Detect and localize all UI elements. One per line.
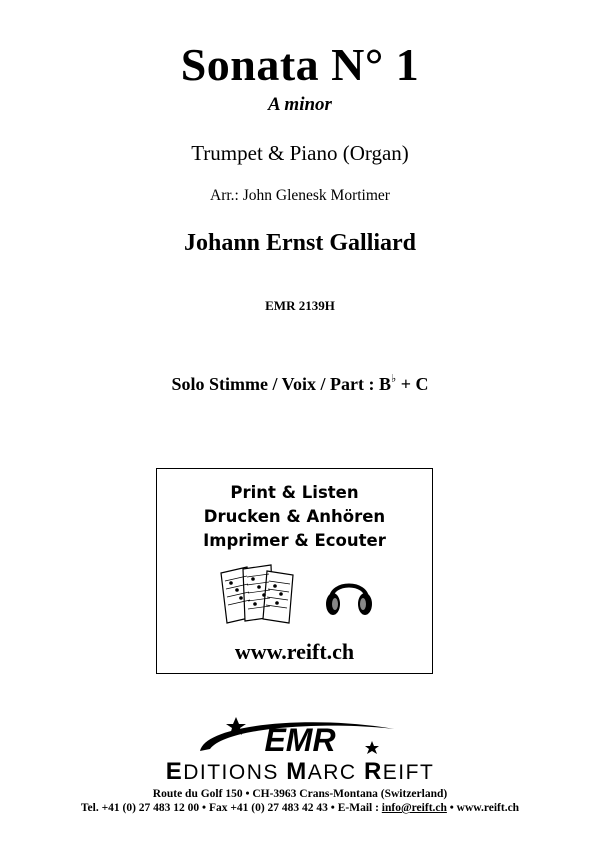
score-key: A minor: [268, 94, 332, 115]
arranger: Arr.: John Glenesk Mortimer: [210, 187, 390, 204]
promo-line-drucken: Drucken & Anhören: [203, 507, 386, 526]
sheet-music-icon: [217, 563, 299, 625]
promo-website-link[interactable]: www.reift.ch: [234, 639, 355, 664]
email-link[interactable]: info@reift.ch: [381, 802, 447, 814]
print-listen-box: [156, 468, 433, 674]
publisher-contact: Tel. +41 (0) 27 483 12 00 • Fax +41 (0) 27 483 42 43 • E-Mail : info@reift.ch • www.reift.ch: [80, 802, 520, 814]
part-label: [0, 372, 600, 395]
part-suffix: + C: [396, 374, 429, 394]
emr-logo-text: EMR: [264, 722, 336, 758]
part-text: Solo Stimme / Voix / Part : B: [171, 374, 392, 394]
promo-line-print: Print & Listen: [230, 483, 359, 502]
composer: Johann Ernst Galliard: [183, 230, 417, 256]
promo-line-imprimer: Imprimer & Ecouter: [203, 531, 386, 550]
emr-logo: [196, 713, 404, 761]
flat-symbol: ♭: [391, 373, 397, 385]
publisher-address: Route du Golf 150 • CH-3963 Crans-Montana (Switzerland): [152, 788, 448, 800]
instrumentation: Trumpet & Piano (Organ): [191, 141, 409, 165]
catalog-code: EMR 2139H: [265, 298, 335, 313]
headphones-icon: [323, 569, 375, 621]
score-title: Sonata N° 1: [180, 39, 420, 90]
publisher-name: EDITIONS MARC REIFT: [165, 758, 435, 785]
